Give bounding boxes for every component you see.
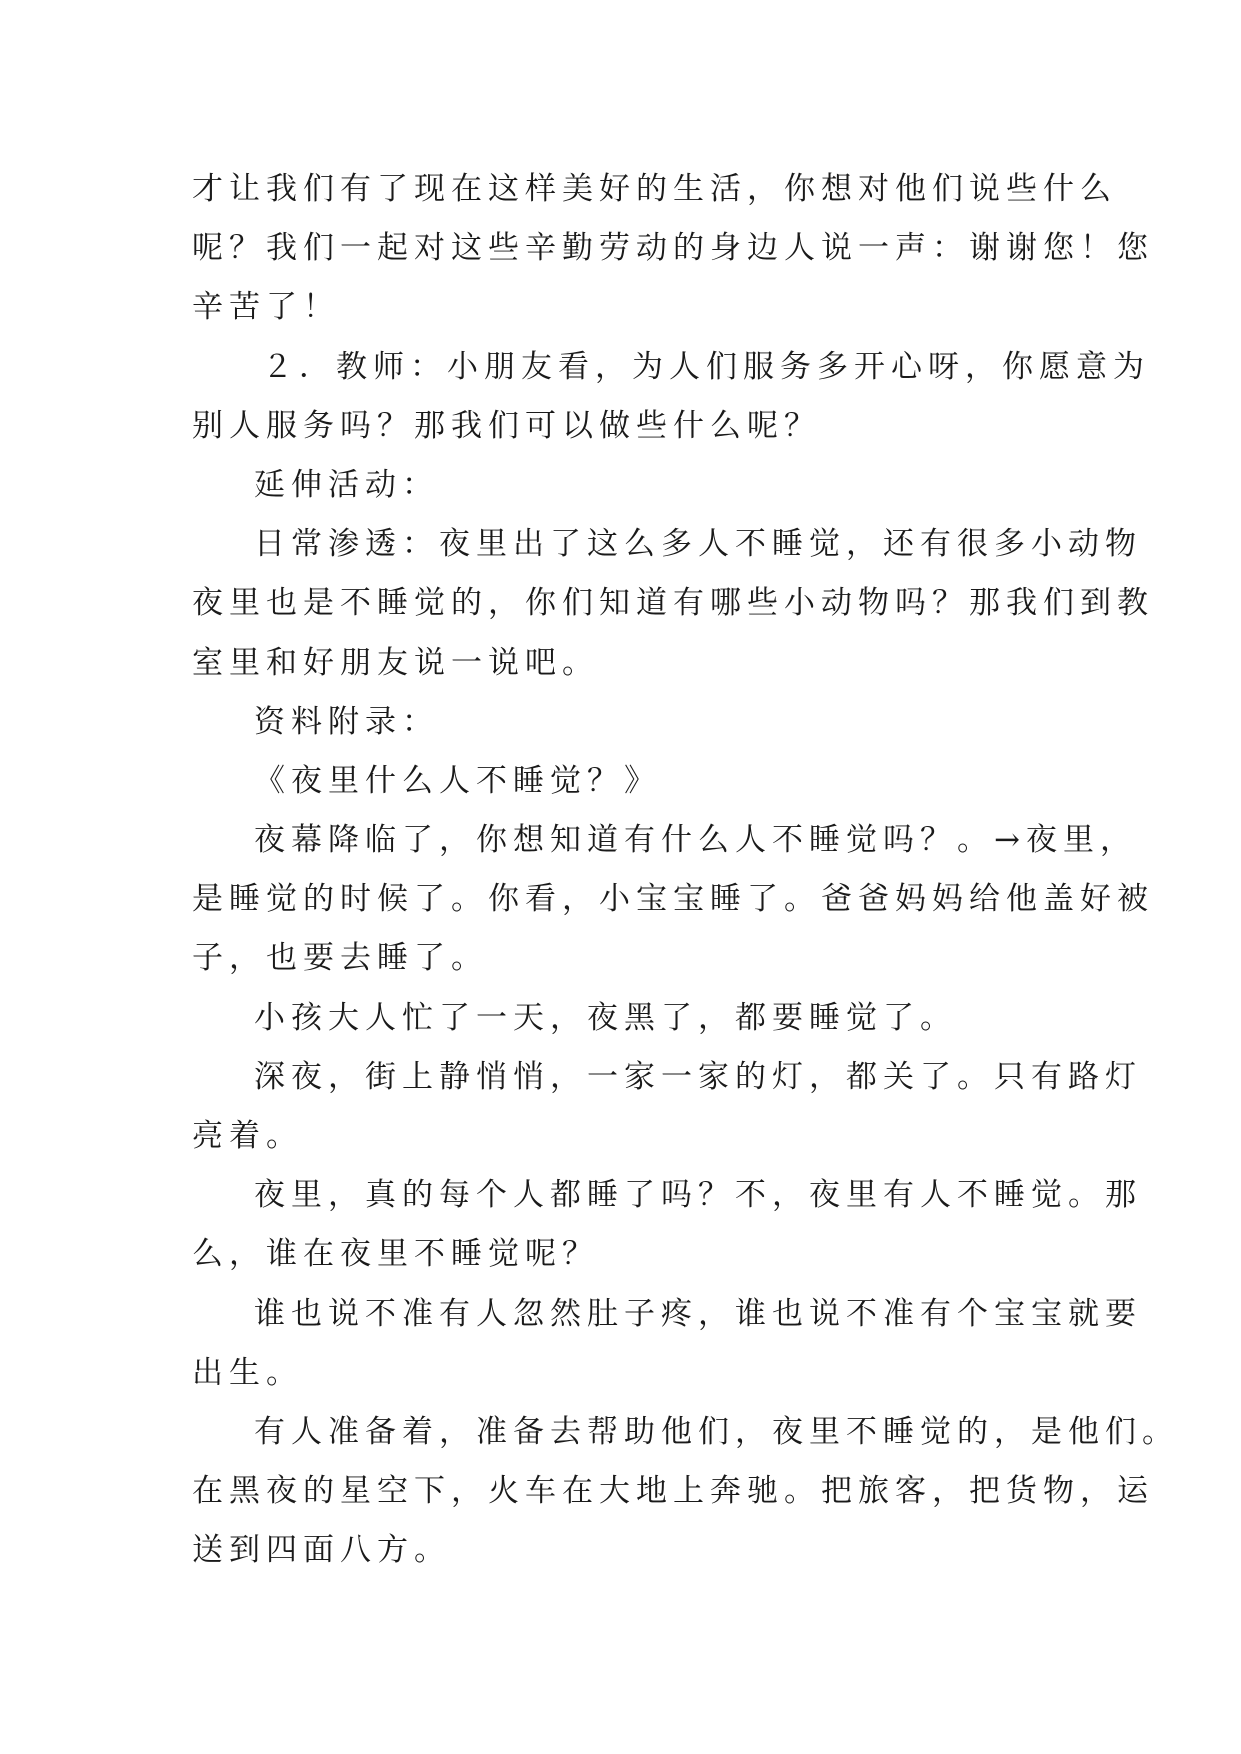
body-line: 是睡觉的时候了。你看，小宝宝睡了。爸爸妈妈给他盖好被 <box>192 881 1154 918</box>
body-line: 子，也要去睡了。 <box>192 940 488 977</box>
body-line: 深夜，街上静悄悄，一家一家的灯，都关了。只有路灯 <box>254 1058 1142 1095</box>
body-line: 小孩大人忙了一天，夜黑了，都要睡觉了。 <box>254 999 957 1036</box>
body-line: 夜幕降临了，你想知道有什么人不睡觉吗？。→夜里， <box>254 822 1137 859</box>
section-heading: 资料附录： <box>254 703 439 740</box>
section-heading: 延伸活动： <box>254 466 439 503</box>
body-line: 辛苦了！ <box>192 289 340 326</box>
body-line: 夜里，真的每个人都睡了吗？不，夜里有人不睡觉。那 <box>254 1177 1142 1214</box>
body-line: 谁也说不准有人忽然肚子疼，谁也说不准有个宝宝就要 <box>254 1295 1142 1332</box>
document-body <box>192 160 1179 1581</box>
body-line: ２．教师：小朋友看，为人们服务多开心呀，你愿意为 <box>262 348 1150 385</box>
body-line: 有人准备着，准备去帮助他们，夜里不睡觉的，是他们。 <box>254 1413 1179 1450</box>
body-line: 夜里也是不睡觉的，你们知道有哪些小动物吗？那我们到教 <box>192 585 1154 622</box>
body-line: 呢？我们一起对这些辛勤劳动的身边人说一声：谢谢您！您 <box>192 230 1154 267</box>
story-title: 《夜里什么人不睡觉？》 <box>254 762 661 799</box>
body-line: 亮着。 <box>192 1118 303 1154</box>
body-line: 别人服务吗？那我们可以做些什么呢？ <box>192 407 821 444</box>
body-line: 么，谁在夜里不睡觉呢？ <box>192 1236 599 1273</box>
body-line: 才让我们有了现在这样美好的生活，你想对他们说些什么 <box>192 171 1117 207</box>
body-line: 在黑夜的星空下，火车在大地上奔驰。把旅客，把货物，运 <box>192 1473 1154 1510</box>
body-line: 日常渗透：夜里出了这么多人不睡觉，还有很多小动物 <box>254 526 1142 563</box>
body-line: 室里和好朋友说一说吧。 <box>192 644 599 681</box>
body-line: 出生。 <box>192 1354 303 1391</box>
body-line: 送到四面八方。 <box>192 1532 451 1569</box>
